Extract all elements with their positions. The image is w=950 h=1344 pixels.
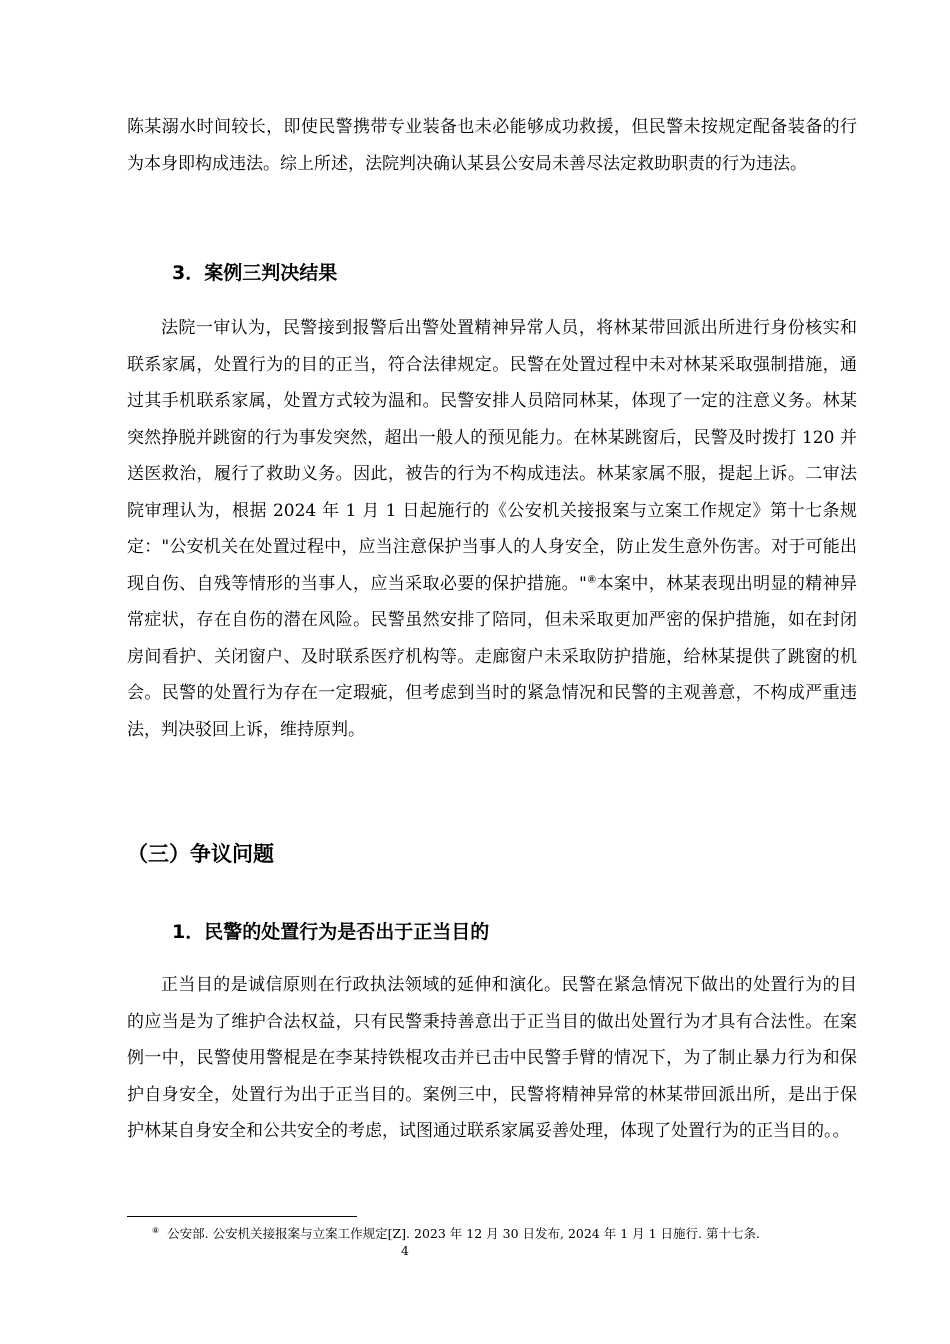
footnote-text: 公安部. 公安机关接报案与立案工作规定[Z]. 2023 年 12 月 30 日发布, 2024 年 1 月 1 日施行. 第十七条. — [167, 1226, 760, 1241]
paragraph-case2-conclusion: 陈某溺水时间较长，即使民警携带专业装备也未必能够成功救援，但民警未按规定配备装备的行为本身即构成违法。综上所述，法院判决确认某县公安局未善尽法定救助职责的行为违法。 — [127, 117, 857, 174]
heading-case3-judgment: 3．案例三判决结果 — [172, 262, 338, 284]
footnote-marker: ⑧ — [152, 1225, 160, 1235]
paragraph-case3-text-b: 本案中，林某表现出明显的精神异常症状，存在自伤的潜在风险。民警虽然安排了陪同，但未采取更加严密的保护措施，如在封闭房间看护、关闭窗户、及时联系医疗机构等。走廊窗户未采取防护措施，给林某提供了跳窗的机会。民警的处置行为存在一定瑕疵，但考虑到当时的紧急情况和民警的主观善意，不构成严重违法，判决驳回上诉，维持原判。 — [127, 573, 858, 740]
footnote — [152, 1226, 852, 1242]
paragraph-case3-text-a: 法院一审认为，民警接到报警后出警处置精神异常人员，将林某带回派出所进行身份核实和联系家属，处置行为的目的正当，符合法律规定。民警在处置过程中未对林某采取强制措施，通过其手机联系家属，处置方式较为温和。民警安排人员陪同林某，体现了一定的注意义务。林某突然挣脱并跳窗的行为事发突然，超出一般人的预见能力。在林某跳窗后，民警及时拨打 120 并送医救治，履行了救助义务。因此，被告的行为不构成违法。林某家属不服，提起上诉。二审法院审理认为，根据 2024 年 1 月 1 日起施行的《公安机关接报案与立案工作规定》第十七条规定："公安机关在处置过程中，应当注意保护当事人的人身安全，防止发生意外伤害。对于可能出现自伤、自残等情形的当事人，应当采取必要的保护措施。" — [127, 318, 857, 594]
paragraph-issue1-legitimate-purpose: 正当目的是诚信原则在行政执法领域的延伸和演化。民警在紧急情况下做出的处置行为的目的应当是为了维护合法权益，只有民警秉持善意出于正当目的做出处置行为才具有合法性。在案例一中，民警使用警棍是在李某持铁棍攻击并已击中民警手臂的情况下，为了制止暴力行为和保护自身安全，处置行为出于正当目的。案例三中，民警将精神异常的林某带回派出所，是出于保护林某自身安全和公共安全的考虑，试图通过联系家属妥善处理，体现了处置行为的正当目的。。 — [127, 975, 857, 1141]
paragraph-case3-judgment — [127, 310, 857, 748]
heading-section-disputed-issues: （三）争议问题 — [127, 842, 274, 866]
heading-issue1-legitimate-purpose: 1．民警的处置行为是否出于正当目的 — [172, 921, 490, 943]
footnote-reference[interactable]: ⑧ — [586, 573, 597, 585]
footnote-separator — [127, 1216, 357, 1217]
page-number: 4 — [401, 1243, 409, 1258]
